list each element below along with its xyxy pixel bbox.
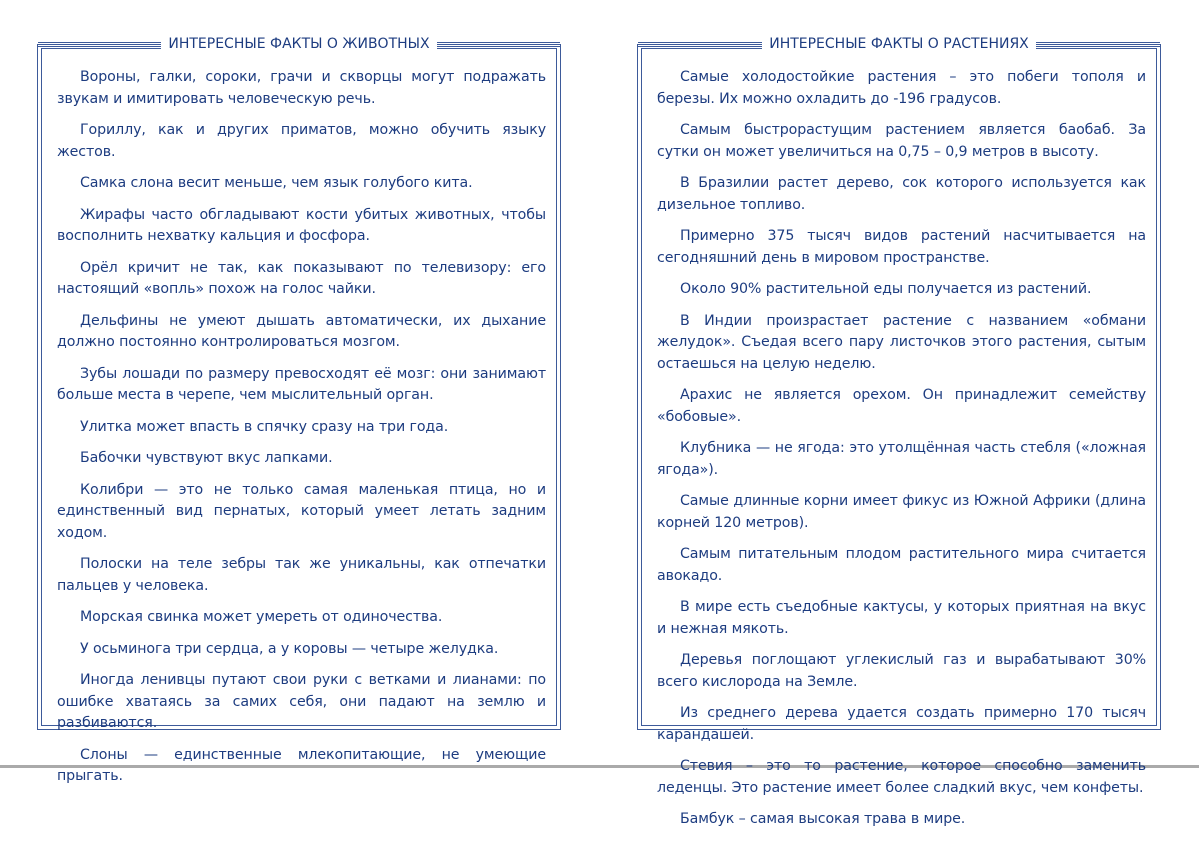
fact-paragraph: Дельфины не умеют дышать автоматически, их дыхание должно постоянно контролироваться мозгом. — [57, 312, 546, 350]
plants-title: ИНТЕРЕСНЫЕ ФАКТЫ О РАСТЕНИЯХ — [762, 36, 1036, 52]
fact-paragraph: Иногда ленивцы путают свои руки с ветками и лианами: по ошибке хватаясь за самих себя, они падают на землю и разбиваются. — [57, 672, 546, 731]
plants-facts-list — [657, 67, 1146, 841]
fact-paragraph: Морская свинка может умереть от одиночества. — [80, 609, 443, 625]
fact-paragraph: Стевия – это то растение, которое способно заменить леденцы. Это растение имеет более сладкий вкус, чем конфеты. — [657, 758, 1146, 796]
fact-paragraph: Самые холодостойкие растения – это побеги тополя и березы. Их можно охладить до -196 градусов. — [657, 69, 1146, 107]
animals-title: ИНТЕРЕСНЫЕ ФАКТЫ О ЖИВОТНЫХ — [161, 36, 436, 52]
animals-facts-list — [57, 67, 546, 798]
fact-paragraph: Слоны — единственные млекопитающие, не умеющие прыгать. — [57, 746, 546, 784]
fact-paragraph: Клубника — не ягода: это утолщённая часть стебля («ложная ягода»). — [657, 440, 1146, 478]
plants-title-bar — [638, 35, 1160, 53]
fact-paragraph: Самка слона весит меньше, чем язык голубого кита. — [80, 175, 473, 191]
fact-paragraph: Зубы лошади по размеру превосходят её мозг: они занимают больше места в черепе, чем мыслительный орган. — [57, 365, 546, 403]
fact-paragraph: Бамбук – самая высокая трава в мире. — [680, 811, 966, 827]
fact-paragraph: Полоски на теле зебры так же уникальны, как отпечатки пальцев у человека. — [57, 556, 546, 594]
fact-paragraph: Из среднего дерева удается создать примерно 170 тысяч карандашей. — [657, 705, 1146, 743]
fact-paragraph: Жирафы часто обгладывают кости убитых животных, чтобы восполнить нехватку кальция и фосфора. — [57, 206, 546, 244]
fact-paragraph: Самые длинные корни имеет фикус из Южной Африки (длина корней 120 метров). — [657, 493, 1146, 531]
fact-paragraph: Колибри — это не только самая маленькая птица, но и единственный вид пернатых, который умеет летать задним ходом. — [57, 481, 546, 541]
animals-facts-panel — [37, 36, 561, 784]
fact-paragraph: Самым быстрорастущим растением является баобаб. За сутки он может увеличиться на 0,75 – 0,9 метров в высоту. — [657, 122, 1146, 160]
fact-paragraph: Деревья поглощают углекислый газ и вырабатывают 30% всего кислорода на Земле. — [657, 652, 1146, 690]
fact-paragraph: Самым питательным плодом растительного мира считается авокадо. — [657, 546, 1146, 584]
fact-paragraph: Бабочки чувствуют вкус лапками. — [80, 450, 333, 466]
fact-paragraph: Гориллу, как и других приматов, можно обучить языку жестов. — [57, 122, 546, 160]
fact-paragraph: В Индии произрастает растение с названием «обмани желудок». Съедая всего пару листочков этого растения, сытым остаешься на целую неделю. — [657, 312, 1146, 372]
fact-paragraph: Вороны, галки, сороки, грачи и скворцы могут подражать звукам и имитировать человеческую речь. — [57, 69, 546, 107]
fact-paragraph: Орёл кричит не так, как показывают по телевизору: его настоящий «вопль» похож на голос чайки. — [57, 259, 546, 297]
animals-title-bar — [38, 35, 560, 53]
fact-paragraph: Около 90% растительной еды получается из растений. — [680, 281, 1092, 297]
fact-paragraph: В мире есть съедобные кактусы, у которых приятная на вкус и нежная мякоть. — [657, 599, 1146, 637]
fact-paragraph: Примерно 375 тысяч видов растений насчитывается на сегодняшний день в мировом пространстве. — [657, 228, 1146, 266]
fact-paragraph: В Бразилии растет дерево, сок которого используется как дизельное топливо. — [657, 175, 1146, 213]
fact-paragraph: У осьминога три сердца, а у коровы — четыре желудка. — [80, 640, 499, 657]
fact-paragraph: Улитка может впасть в спячку сразу на три года. — [80, 418, 449, 435]
fact-paragraph: Арахис не является орехом. Он принадлежит семейству «бобовые». — [657, 387, 1146, 425]
plants-facts-panel — [637, 36, 1161, 827]
